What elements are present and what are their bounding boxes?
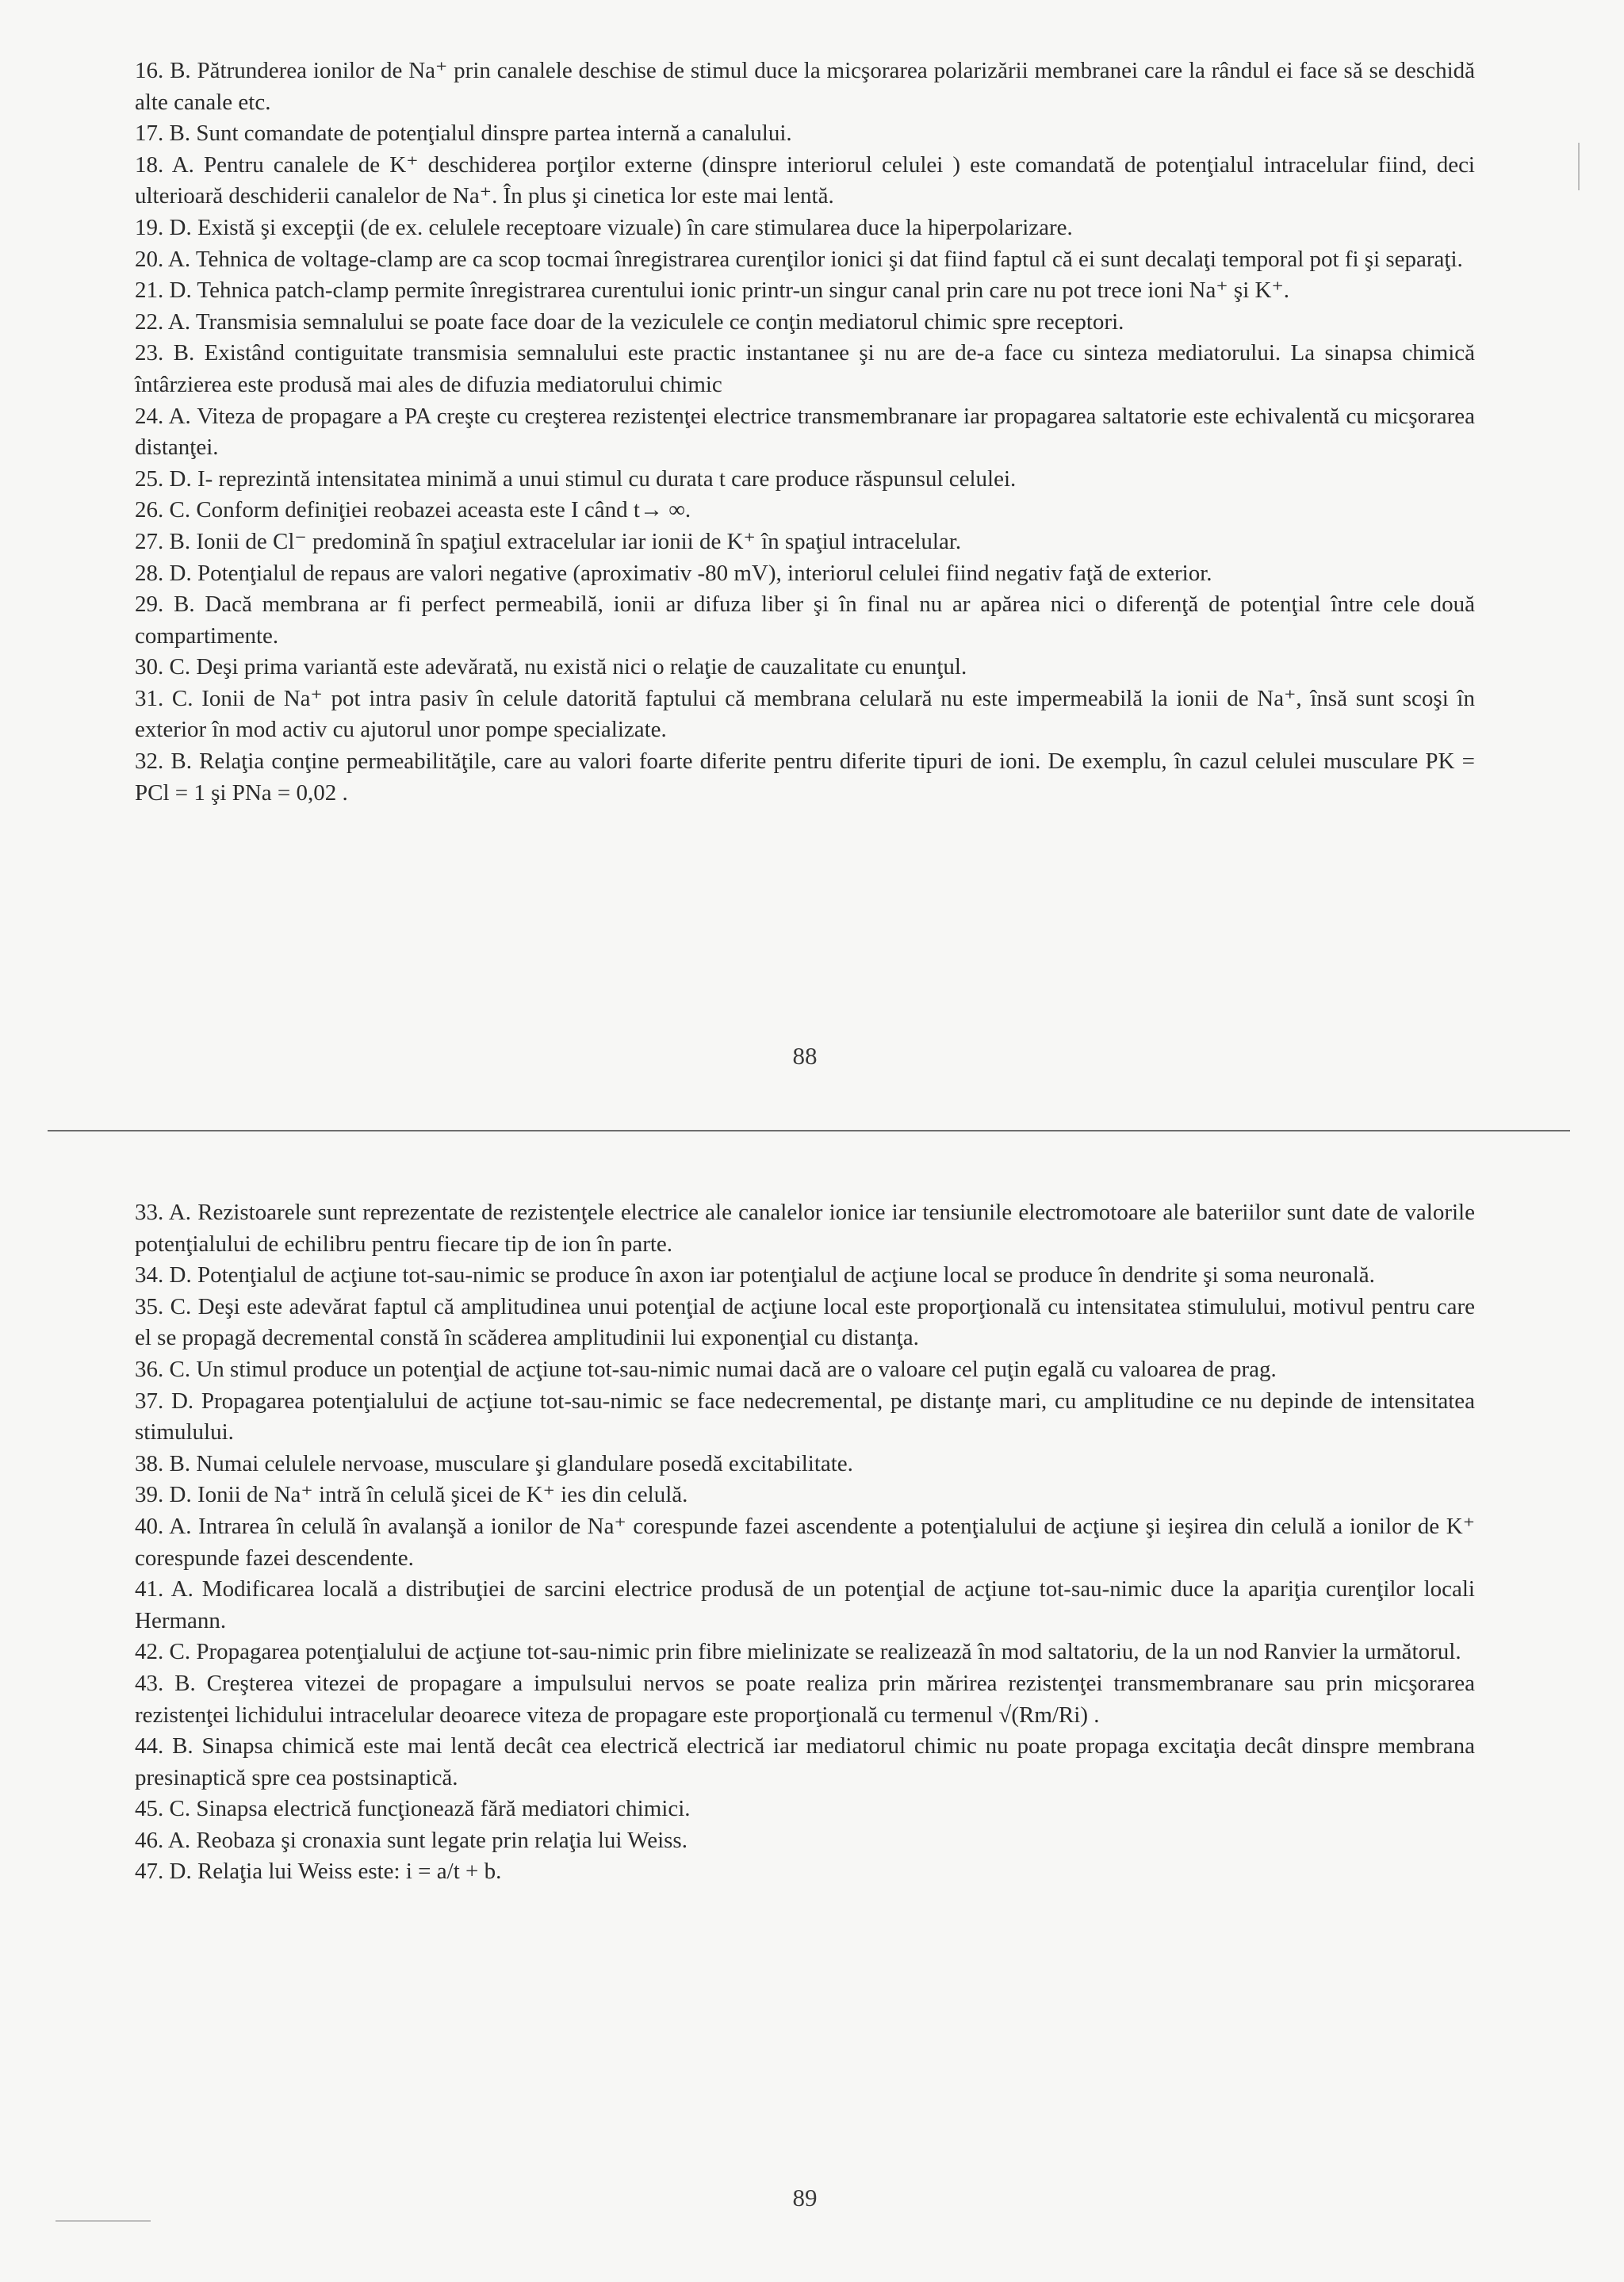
answer-entry: 17. B. Sunt comandate de potenţialul dinspre partea internă a canalului. xyxy=(135,121,792,147)
answer-entry: 29. B. Dacă membrana ar fi perfect permeabilă, ionii ar difuza liber şi în final nu ar apărea nici o diferenţă de potenţial între cele două compartimente. xyxy=(135,592,1475,649)
answer-entry: 37. D. Propagarea potenţialului de acţiune tot-sau-nimic se face nedecremental, pe distanţe mari, cu amplitudine ce nu depinde de intensitatea stimulului. xyxy=(135,1388,1475,1445)
answer-entry: 25. D. I- reprezintă intensitatea minimă a unui stimul cu durata t care produce răspunsul celulei. xyxy=(135,465,1017,492)
answer-list-page-89 xyxy=(135,1197,1475,1888)
answer-entry: 33. A. Rezistoarele sunt reprezentate de rezistenţele electrice ale canalelor ionice iar tensiunile electromotoare ale bateriilor sunt date de valorile potenţialului de echilibru pentru fiecare tip de ion în parte. xyxy=(135,1200,1475,1257)
answer-entry: 26. C. Conform definiţiei reobazei aceasta este I când t→ ∞. xyxy=(135,497,691,523)
answer-entry: 35. C. Deşi este adevărat faptul că amplitudinea unui potenţial de acţiune local este proporţională cu intensitatea stimulului, motivul pentru care el se propagă decremental constă în scăderea amplitudinii lui exponenţial cu distanţa. xyxy=(135,1293,1475,1351)
answer-entry: 30. C. Deşi prima variantă este adevărată, nu există nici o relaţie de cauzalitate cu enunţul. xyxy=(135,654,967,680)
answer-entry: 40. A. Intrarea în celulă în avalanşă a ionilor de Na⁺ corespunde fazei ascendente a potenţialului de acţiune şi ieşirea din celulă a ionilor de K⁺ corespunde fazei descendente. xyxy=(135,1513,1475,1571)
answer-entry: 39. D. Ionii de Na⁺ intră în celulă şicei de K⁺ ies din celulă. xyxy=(135,1482,688,1508)
page-89 xyxy=(103,1174,1507,2236)
page-88 xyxy=(103,32,1507,1094)
answer-entry: 38. B. Numai celulele nervoase, musculare şi glandulare posedă excitabilitate. xyxy=(135,1450,853,1476)
answer-entry: 27. B. Ionii de Cl⁻ predomină în spaţiul extracelular iar ionii de K⁺ în spaţiul intracelular. xyxy=(135,528,962,554)
answer-entry: 46. A. Reobaza şi cronaxia sunt legate prin relaţia lui Weiss. xyxy=(135,1827,688,1853)
answer-entry: 31. C. Ionii de Na⁺ pot intra pasiv în celule datorită faptului că membrana celulară nu este impermeabilă la ionii de Na⁺, însă sunt scoşi în exterior în mod activ cu ajutorul unor pompe specializate. xyxy=(135,685,1475,743)
answer-entry: 28. D. Potenţialul de repaus are valori negative (aproximativ -80 mV), interiorul celulei fiind negativ faţă de exterior. xyxy=(135,560,1212,586)
answer-list-page-88 xyxy=(135,56,1475,809)
answer-entry: 16. B. Pătrunderea ionilor de Na⁺ prin canalele deschise de stimul duce la micşorarea polarizării membranei care la rândul ei face să se deschidă alte canale etc. xyxy=(135,58,1475,115)
answer-entry: 36. C. Un stimul produce un potenţial de acţiune tot-sau-nimic numai dacă are o valoare cel puţin egală cu valoarea de prag. xyxy=(135,1356,1277,1382)
answer-entry: 20. A. Tehnica de voltage-clamp are ca scop tocmai înregistrarea curenţilor ionici şi dat fiind faptul că ei sunt decalaţi temporal pot fi şi separaţi. xyxy=(135,246,1463,272)
answer-entry: 41. A. Modificarea locală a distribuţiei de sarcini electrice produsă de un potenţial de acţiune tot-sau-nimic duce la apariţia curenţilor locali Hermann. xyxy=(135,1576,1475,1633)
book-spine-divider xyxy=(48,1130,1570,1131)
answer-entry: 45. C. Sinapsa electrică funcţionează fără mediatori chimici. xyxy=(135,1796,691,1822)
answer-entry: 44. B. Sinapsa chimică este mai lentă decât cea electrică electrică iar mediatorul chimic nu poate propaga excitaţia decât dinspre membrana presinaptică spre cea postsinaptică. xyxy=(135,1733,1475,1790)
answer-entry: 22. A. Transmisia semnalului se poate face doar de la veziculele ce conţin mediatorul chimic spre receptori. xyxy=(135,308,1124,335)
answer-entry: 47. D. Relaţia lui Weiss este: i = a/t + b. xyxy=(135,1859,502,1885)
scan-artifact xyxy=(56,2220,151,2222)
answer-entry: 34. D. Potenţialul de acţiune tot-sau-nimic se produce în axon iar potenţialul de acţiune local se produce în dendrite şi soma neuronală. xyxy=(135,1262,1375,1288)
page-number: 89 xyxy=(792,2184,818,2211)
answer-entry: 43. B. Creşterea vitezei de propagare a impulsului nervos se poate realiza prin mărirea rezistenţei transmembranare sau prin micşorarea rezistenţei lichidului intracelular deoarece viteza de propagare este proporţională cu termenul √(Rm/Ri) . xyxy=(135,1670,1475,1728)
page-number: 88 xyxy=(792,1042,818,1070)
answer-entry: 24. A. Viteza de propagare a PA creşte cu creşterea rezistenţei electrice transmembranare iar propagarea saltatorie este echivalentă cu micşorarea distanţei. xyxy=(135,403,1475,461)
answer-entry: 32. B. Relaţia conţine permeabilităţile, care au valori foarte diferite pentru diferite tipuri de ioni. De exemplu, în cazul celulei musculare PK = PCl = 1 şi PNa = 0,02 . xyxy=(135,749,1475,806)
answer-entry: 21. D. Tehnica patch-clamp permite înregistrarea curentului ionic printr-un singur canal prin care nu pot trece ioni Na⁺ şi K⁺. xyxy=(135,278,1290,304)
answer-entry: 42. C. Propagarea potenţialului de acţiune tot-sau-nimic prin fibre mielinizate se realizează în mod saltatoriu, de la un nod Ranvier la următorul. xyxy=(135,1639,1461,1665)
answer-entry: 19. D. Există şi excepţii (de ex. celulele receptoare vizuale) în care stimularea duce la hiperpolarizare. xyxy=(135,214,1073,240)
answer-entry: 23. B. Existând contiguitate transmisia semnalului este practic instantanee şi nu are de-a face cu sinteza mediatorului. La sinapsa chimică întârzierea este produsă mai ales de difuzia mediatorului chimic xyxy=(135,340,1475,397)
answer-entry: 18. A. Pentru canalele de K⁺ deschiderea porţilor externe (dinspre interiorul celulei ) este comandată de potenţialul intracelular fiind, deci ulterioară deschiderii canalelor de Na⁺. În plus şi cinetica lor este mai lentă. xyxy=(135,151,1475,209)
scan-artifact xyxy=(1578,143,1580,190)
